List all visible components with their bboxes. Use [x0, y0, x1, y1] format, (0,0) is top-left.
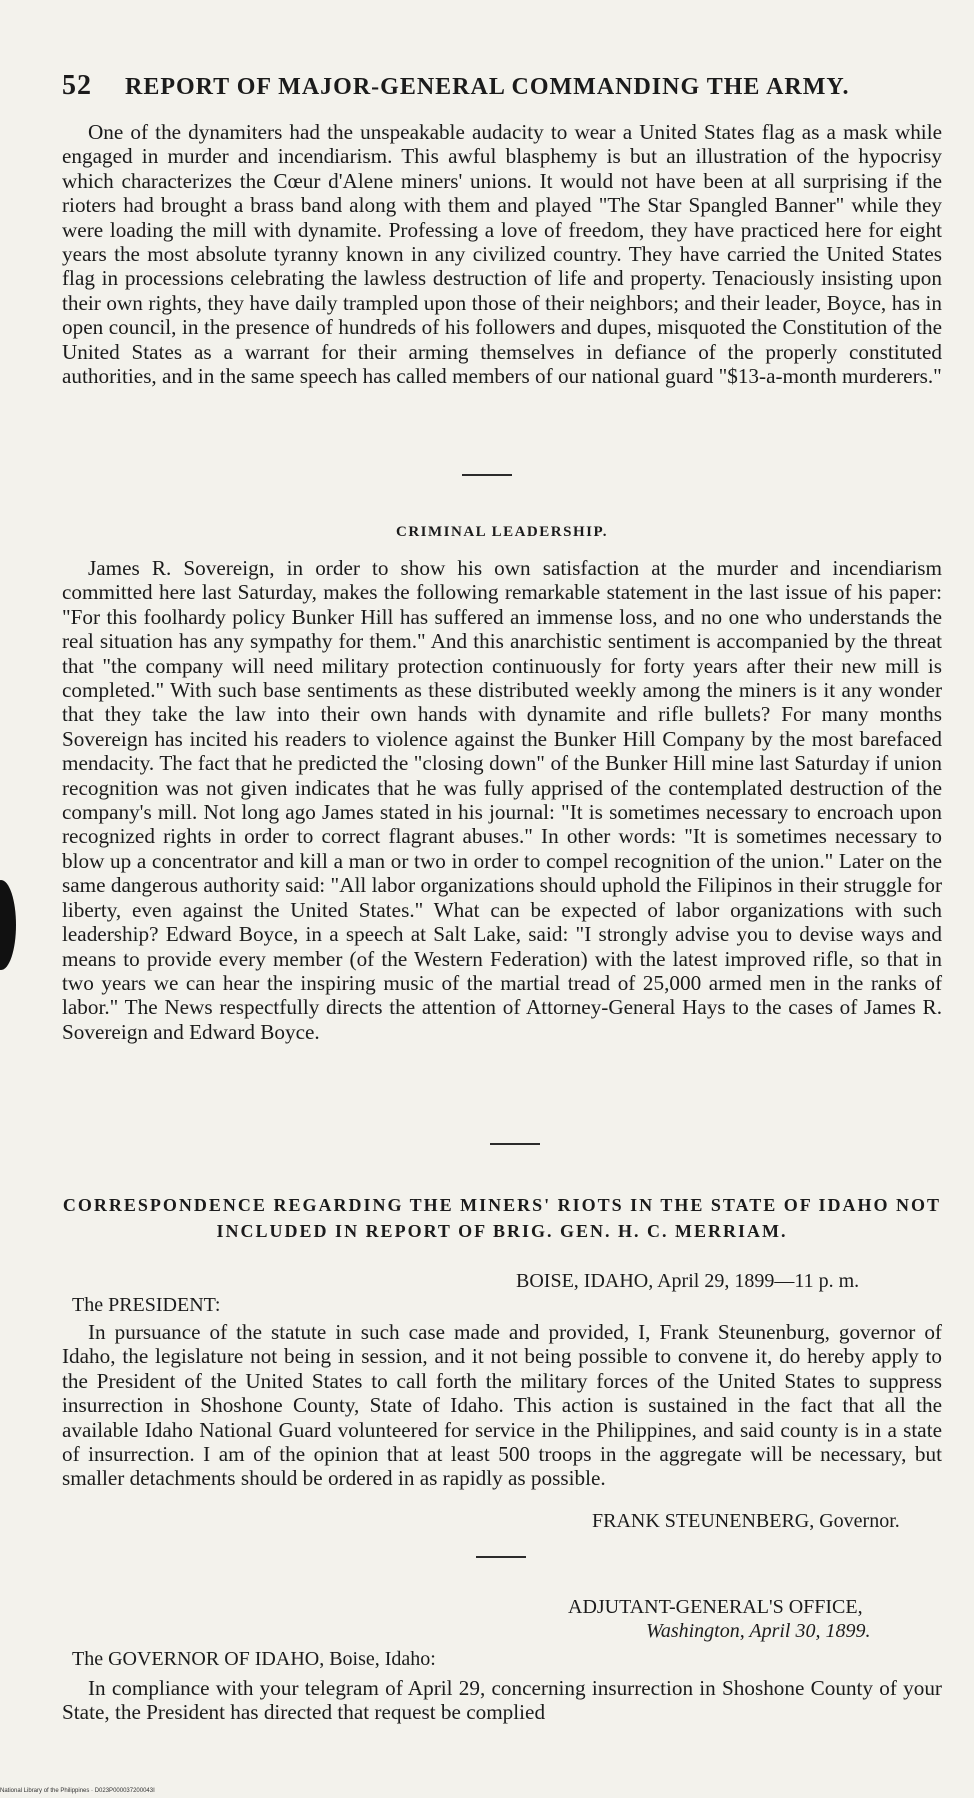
paragraph-dynamiters: One of the dynamiters had the unspeakable audacity to wear a United States flag as a mask while engaged in murder and incendiarism. This awful blasphemy is but an illustration of the hypocrisy which characterizes the Cœur d'Alene miners' unions. It would not have been at all surprising if the rioters had brought a brass band along with them and played "The Star Spangled Banner" while they were loading the mill with dynamite. Professing a love of freedom, they have practiced here for eight years the most absolute tyranny known in any civilized country. They have carried the United States flag in processions celebrating the lawless destruction of life and property. Tenaciously insisting upon their own rights, they have daily trampled upon those of their neighbors; and their leader, Boyce, has in open council, in the presence of hundreds of his followers and dupes, misquoted the Constitution of the United States as a warrant for their arming themselves in defiance of the properly constituted authorities, and in the same speech has called members of our national guard "$13-a-month murderers.": [62, 120, 942, 389]
signature-steunenberg: FRANK STEUNENBERG, Governor.: [592, 1510, 900, 1532]
salutation-president: The PRESIDENT:: [72, 1294, 221, 1316]
running-header: [62, 70, 882, 102]
section-divider: [462, 474, 512, 476]
page-number: 52: [62, 70, 92, 101]
section-divider: [476, 1556, 526, 1558]
dateline-adjutant-office: ADJUTANT-GENERAL'S OFFICE,: [568, 1596, 863, 1618]
paragraph-steunenberg-request: In pursuance of the statute in such case made and provided, I, Frank Steunenburg, governor of Idaho, the legislature not being in session, and it not being possible to convene it, do hereby apply to the President of the United States to call forth the military forces of the United States to suppress insurrection in Shoshone County, State of Idaho. This action is sustained in the fact that all the available Idaho National Guard volunteered for service in the Philippines, and said county is in a state of insurrection. I am of the opinion that at least 500 troops in the aggregate will be necessary, but smaller detachments should be ordered in as rapidly as possible.: [62, 1320, 942, 1491]
section-heading-correspondence: CORRESPONDENCE REGARDING THE MINERS' RIOTS IN THE STATE OF IDAHO NOT INCLUDED IN REPORT OF BRIG. GEN. H. C. MERRIAM.: [62, 1195, 942, 1241]
dateline-boise: BOISE, IDAHO, April 29, 1899—11 p. m.: [516, 1270, 860, 1292]
paragraph-criminal-leadership: James R. Sovereign, in order to show his own satisfaction at the murder and incendiarism committed here last Saturday, makes the following remarkable statement in the last issue of his paper: "For this foolhardy policy Bunker Hill has suffered an immense loss, and no one who understands the real situation has any sympathy for them." And this anarchistic sentiment is accompanied by the threat that "the company will need military protection continuously for forty years after their new mill is completed." With such base sentiments as these distributed weekly among the miners is it any wonder that they take the law into their own hands with dynamite and rifle bullets? For many months Sovereign has incited his readers to violence against the Bunker Hill Company by the most barefaced mendacity. The fact that he predicted the "closing down" of the Bunker Hill mine last Saturday if union recognition was not given indicates that he was fully apprised of the contemplated destruction of the company's mill. Not long ago James stated in his journal: "It is sometimes necessary to encroach upon recognized rights in order to correct flagrant abuses." In other words: "It is sometimes necessary to blow up a concentrator and kill a man or two in order to compel recognition of the union." Later on the same dangerous authority said: "All labor organizations should uphold the Filipinos in their struggle for liberty, even against the United States." What can be expected of labor organizations with such leadership? Edward Boyce, in a speech at Salt Lake, said: "I strongly advise you to devise ways and means to provide every member (of the Western Federation) with the latest improved rifle, so that in two years we can hear the inspiring music of the martial tread of 25,000 armed men in the ranks of labor." The News respectfully directs the attention of Attorney-General Hays to the cases of James R. Sovereign and Edward Boyce.: [62, 556, 942, 1044]
paragraph-adjutant-reply: In compliance with your telegram of April 29, concerning insurrection in Shoshone County of your State, the President has directed that request be complied: [62, 1676, 942, 1725]
ink-blot: [0, 880, 16, 970]
scan-credit: National Library of the Philippines · D023P000037200043I: [0, 1788, 155, 1794]
section-title-criminal-leadership: CRIMINAL LEADERSHIP.: [396, 524, 608, 540]
section-divider: [490, 1143, 540, 1145]
salutation-governor: The GOVERNOR OF IDAHO, Boise, Idaho:: [72, 1648, 436, 1670]
dateline-washington: Washington, April 30, 1899.: [646, 1620, 871, 1642]
running-title: REPORT OF MAJOR-GENERAL COMMANDING THE ARMY.: [125, 74, 850, 100]
